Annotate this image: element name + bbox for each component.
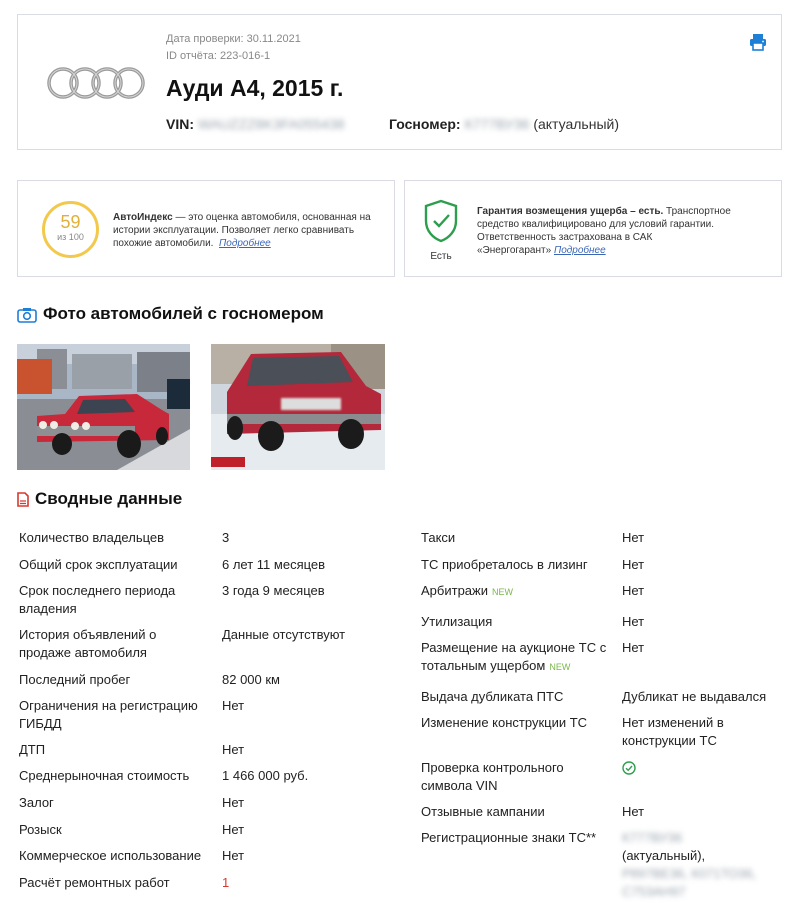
repair-count-link[interactable]: 1 <box>222 875 230 890</box>
report-id: ID отчёта: 223-016-1 <box>166 50 271 62</box>
vin-row <box>166 116 619 132</box>
autoindex-title: АвтоИндекс <box>113 212 173 223</box>
vin-value: WAUZZZ8K3FA055438 <box>198 116 345 132</box>
new-badge: NEW <box>491 587 513 597</box>
gos-value: К777ВУ36 <box>464 116 530 132</box>
guarantee-more-link[interactable]: Подробнее <box>553 245 606 256</box>
plate-status: (актуальный), <box>622 848 706 863</box>
guarantee-text: Транспортное средство квалифицировано для условий гарантии. Ответственность застрахована в САК «Энергогарант» <box>477 206 731 256</box>
check-circle-icon <box>622 761 636 775</box>
document-icon <box>17 492 29 507</box>
guarantee-card <box>404 180 782 277</box>
autoindex-text: — это оценка автомобиля, основанная на истории эксплуатации. Позволяет легко сравнивать похожие автомобили. <box>113 212 371 249</box>
score-number: 59 <box>60 212 81 232</box>
vin-label: VIN: <box>166 116 194 132</box>
new-badge: NEW <box>549 662 571 672</box>
plate-history: Р897ВЕ36, К071ТО36, <box>622 866 757 881</box>
plate-current: К777ВУ36 <box>622 830 683 845</box>
audi-rings-logo <box>46 63 146 103</box>
report-header-card <box>17 14 782 150</box>
autoindex-score <box>42 201 99 258</box>
photos-section-title <box>17 304 324 324</box>
plate-history-2: С753АН97 <box>622 884 686 899</box>
print-icon[interactable] <box>749 33 767 51</box>
autoindex-more-link[interactable]: Подробнее <box>219 238 271 249</box>
score-of: из 100 <box>57 232 84 242</box>
photos-title-text: Фото автомобилей с госномером <box>43 304 324 323</box>
autoindex-card <box>17 180 395 277</box>
car-photo-1[interactable] <box>17 344 190 470</box>
car-title: Ауди А4, 2015 г. <box>166 75 344 101</box>
car-photo-2[interactable] <box>211 344 385 470</box>
camera-icon <box>17 307 37 323</box>
guarantee-description <box>477 205 767 257</box>
gos-label: Госномер: <box>389 116 461 132</box>
guarantee-badge: Есть <box>430 251 452 262</box>
guarantee-title: Гарантия возмещения ущерба – есть. <box>477 206 664 217</box>
check-date: Дата проверки: 30.11.2021 <box>166 33 301 45</box>
gos-status: (актуальный) <box>533 116 619 132</box>
summary-title-text: Сводные данные <box>35 489 183 508</box>
shield-check-icon <box>423 199 459 243</box>
autoindex-description <box>113 211 373 250</box>
summary-section-title <box>17 489 182 509</box>
